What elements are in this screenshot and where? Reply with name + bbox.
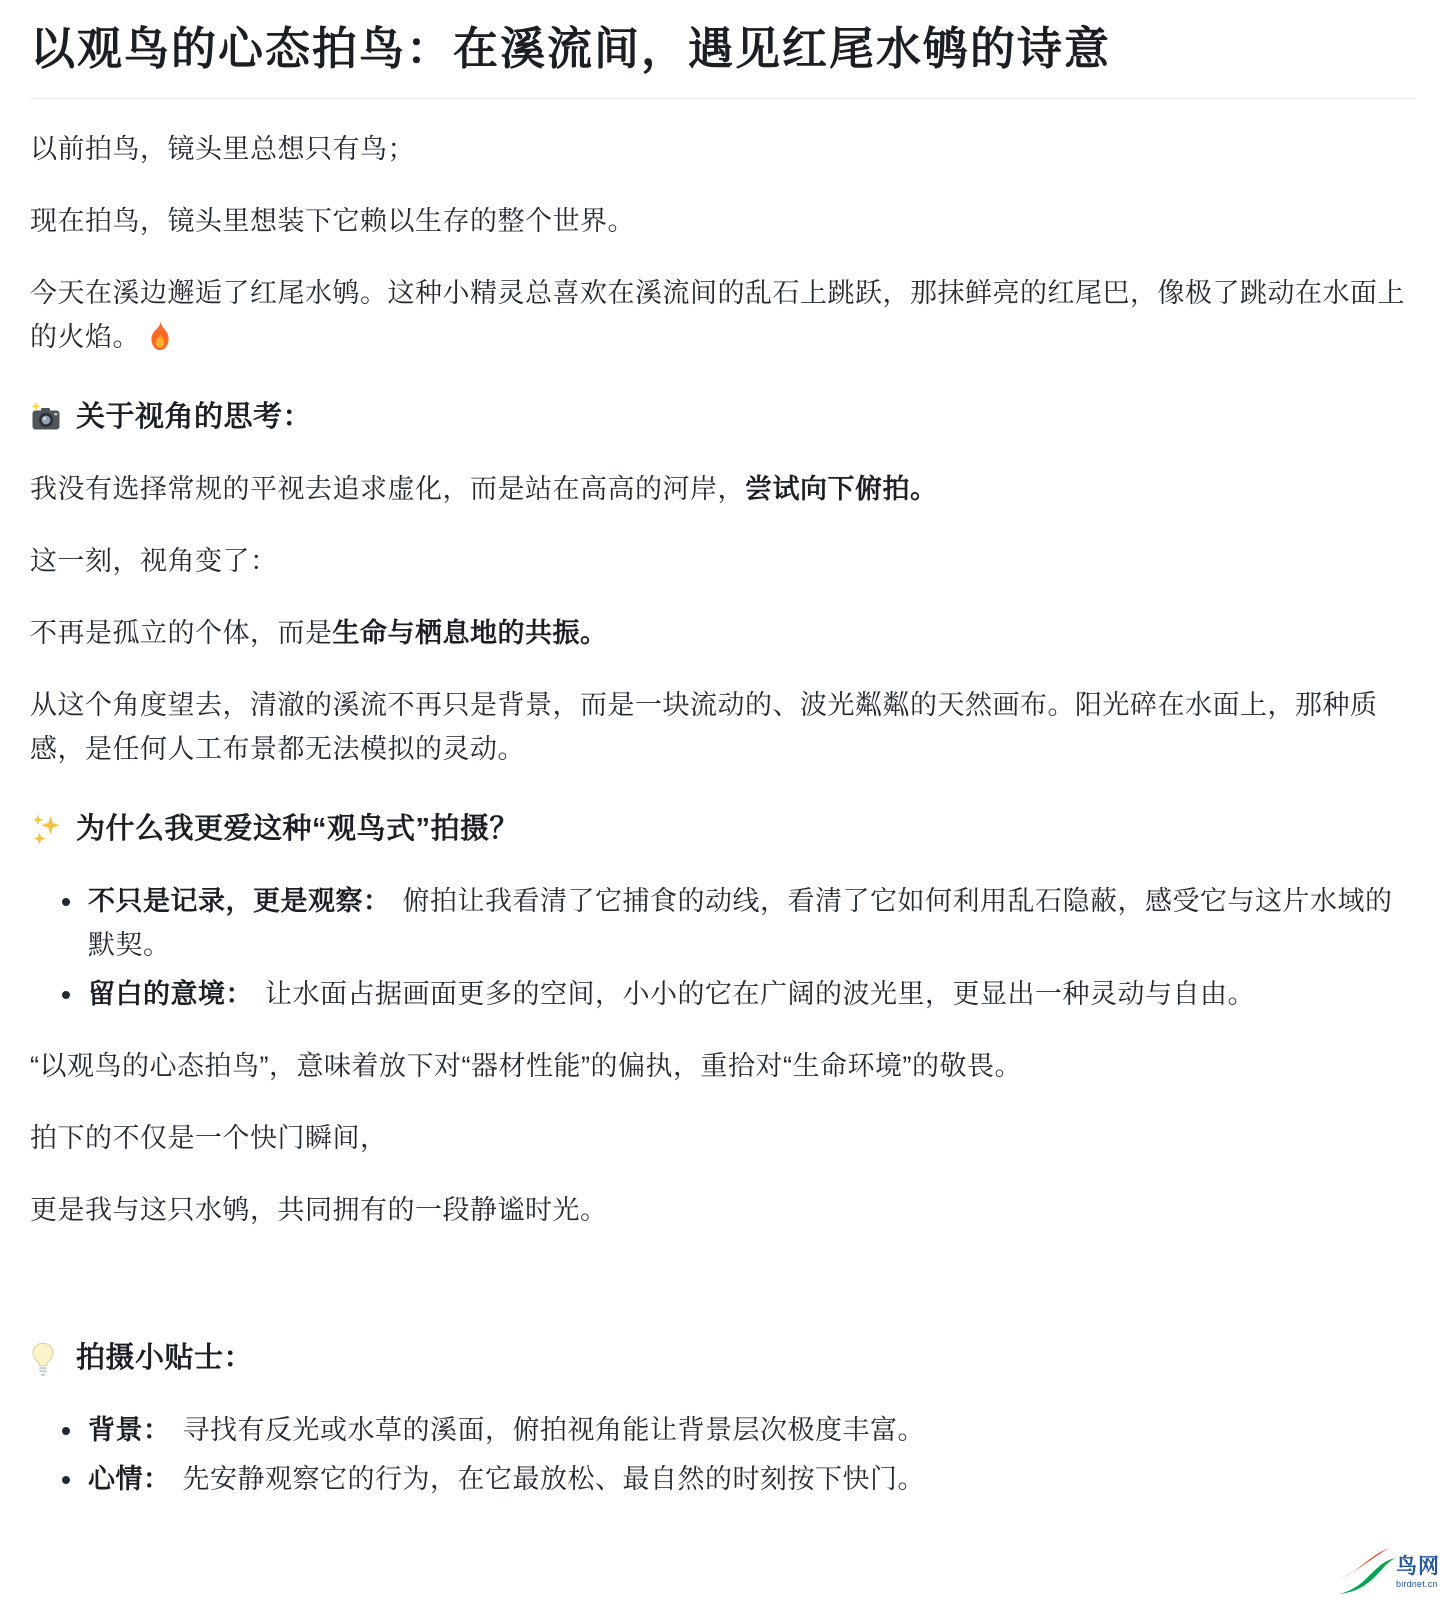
why-paragraph-1: “以观鸟的心态拍鸟”，意味着放下对“器材性能”的偏执，重拾对“生命环境”的敬畏。 bbox=[30, 1051, 1022, 1081]
perspective-paragraph-1: 我没有选择常规的平视去追求虚化，而是站在高高的河岸，尝试向下俯拍。 bbox=[30, 474, 938, 504]
list-item: 留白的意境： 让水面占据画面更多的空间，小小的它在广阔的波光里，更显出一种灵动与自由。 bbox=[88, 972, 1416, 1016]
intro-paragraph-2: 现在拍鸟，镜头里想装下它赖以生存的整个世界。 bbox=[30, 206, 635, 236]
page-title: 以观鸟的心态拍鸟：在溪流间，遇见红尾水鸲的诗意 bbox=[30, 23, 1112, 74]
perspective-paragraph-2: 这一刻，视角变了： bbox=[30, 546, 278, 576]
fire-icon bbox=[146, 319, 174, 349]
watermark-site-name: 鸟网 bbox=[1396, 1555, 1440, 1578]
section-heading-tips: 拍摄小贴士： bbox=[30, 1336, 1416, 1380]
section-heading-perspective: 关于视角的思考： bbox=[30, 395, 1416, 439]
perspective-paragraph-3: 不再是孤立的个体，而是生命与栖息地的共振。 bbox=[30, 618, 608, 648]
perspective-paragraph-4: 从这个角度望去，清澈的溪流不再只是背景，而是一块流动的、波光粼粼的天然画布。阳光碎在水面上，那种质感，是任何人工布景都无法模拟的灵动。 bbox=[30, 690, 1378, 764]
birdnet-watermark bbox=[1330, 1537, 1442, 1597]
watermark-site-domain: birdnet.cn bbox=[1396, 1579, 1438, 1589]
light-bulb-icon bbox=[30, 1342, 62, 1374]
why-bullet-list bbox=[30, 879, 1416, 1016]
intro-paragraph-1: 以前拍鸟，镜头里总想只有鸟； bbox=[30, 134, 415, 164]
section-heading-why: 为什么我更爱这种“观鸟式”拍摄？ bbox=[30, 807, 1416, 851]
list-item: 不只是记录，更是观察： 俯拍让我看清了它捕食的动线，看清了它如何利用乱石隐蔽，感受它与这片水域的默契。 bbox=[88, 879, 1416, 967]
list-item: 背景： 寻找有反光或水草的溪面，俯拍视角能让背景层次极度丰富。 bbox=[88, 1408, 1416, 1452]
why-paragraph-2: 拍下的不仅是一个快门瞬间， bbox=[30, 1123, 388, 1153]
birdnet-swoosh-icon bbox=[1330, 1539, 1396, 1597]
list-item: 心情： 先安静观察它的行为，在它最放松、最自然的时刻按下快门。 bbox=[88, 1457, 1416, 1501]
why-paragraph-3: 更是我与这只水鸲，共同拥有的一段静谧时光。 bbox=[30, 1195, 608, 1225]
title-divider bbox=[30, 98, 1416, 99]
sparkles-icon bbox=[30, 813, 62, 845]
camera-flash-icon bbox=[30, 401, 62, 433]
tips-bullet-list bbox=[30, 1408, 1416, 1501]
intro-paragraph-3: 今天在溪边邂逅了红尾水鸲。这种小精灵总喜欢在溪流间的乱石上跳跃，那抹鲜亮的红尾巴，像极了跳动在水面上的火焰。 bbox=[30, 278, 1405, 352]
